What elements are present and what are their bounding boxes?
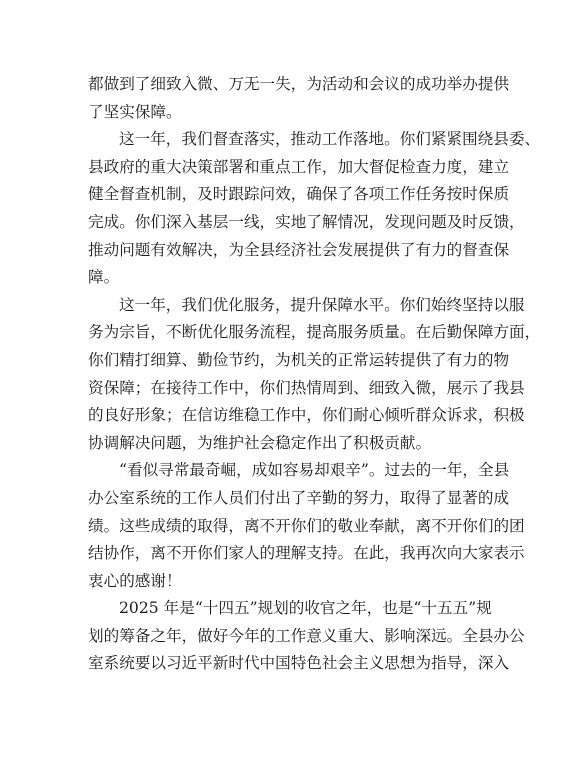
text-line: 结协作，离不开你们家人的理解支持。在此，我再次向大家表示 [88,544,525,563]
text-line: 协调解决问题，为维护社会稳定作出了积极贡献。 [88,433,432,452]
text-line: 资保障；在接待工作中，你们热情周到、细致入微，展示了我县 [88,378,525,397]
paragraph-3 [88,292,541,458]
text-line: 办公室系统的工作人员们付出了辛勤的努力，取得了显著的成 [88,488,510,507]
text-line: 健全督查机制，及时跟踪问效，确保了各项工作任务按时保质 [88,185,510,204]
text-line: 你们精打细算、勤俭节约，为机关的正常运转提供了有力的物 [88,350,510,369]
text-line: 划的筹备之年，做好今年的工作意义重大、影响深远。全县办公 [88,626,525,645]
text-line: 这一年，我们督查落实，推动工作落地。你们紧紧围绕县委、 [119,130,541,149]
text-line: 完成。你们深入基层一线，实地了解情况，发现问题及时反馈， [88,212,525,231]
text-line: 2025 年是“十四五”规划的收官之年，也是“十五五”规 [119,599,492,618]
text-line: 都做到了细致入微、万无一失，为活动和会议的成功举办提供 [88,75,510,93]
text-line: “看似寻常最奇崛，成如容易却艰辛”。过去的一年，全县 [119,461,510,480]
text-line: 绩。这些成绩的取得，离不开你们的敬业奉献，离不开你们的团 [88,516,525,535]
paragraph-5 [88,595,525,678]
text-line: 务为宗旨，不断优化服务流程，提高服务质量。在后勤保障方面， [88,323,541,342]
paragraph-4 [88,457,525,595]
document-body [88,71,541,678]
paragraph-2 [88,126,541,292]
text-line: 障。 [88,268,120,287]
text-line: 县政府的重大决策部署和重点工作，加大督促检查力度，建立 [88,157,510,176]
text-line: 这一年，我们优化服务，提升保障水平。你们始终坚持以服 [119,295,525,314]
text-line: 推动问题有效解决，为全县经济社会发展提供了有力的督查保 [88,240,510,259]
paragraph-1 [88,71,510,126]
text-line: 衷心的感谢！ [88,571,182,590]
text-line: 了坚实保障。 [88,102,182,121]
text-line: 的良好形象；在信访维稳工作中，你们耐心倾听群众诉求，积极 [88,406,525,425]
text-line: 室系统要以习近平新时代中国特色社会主义思想为指导，深入 [88,654,510,673]
